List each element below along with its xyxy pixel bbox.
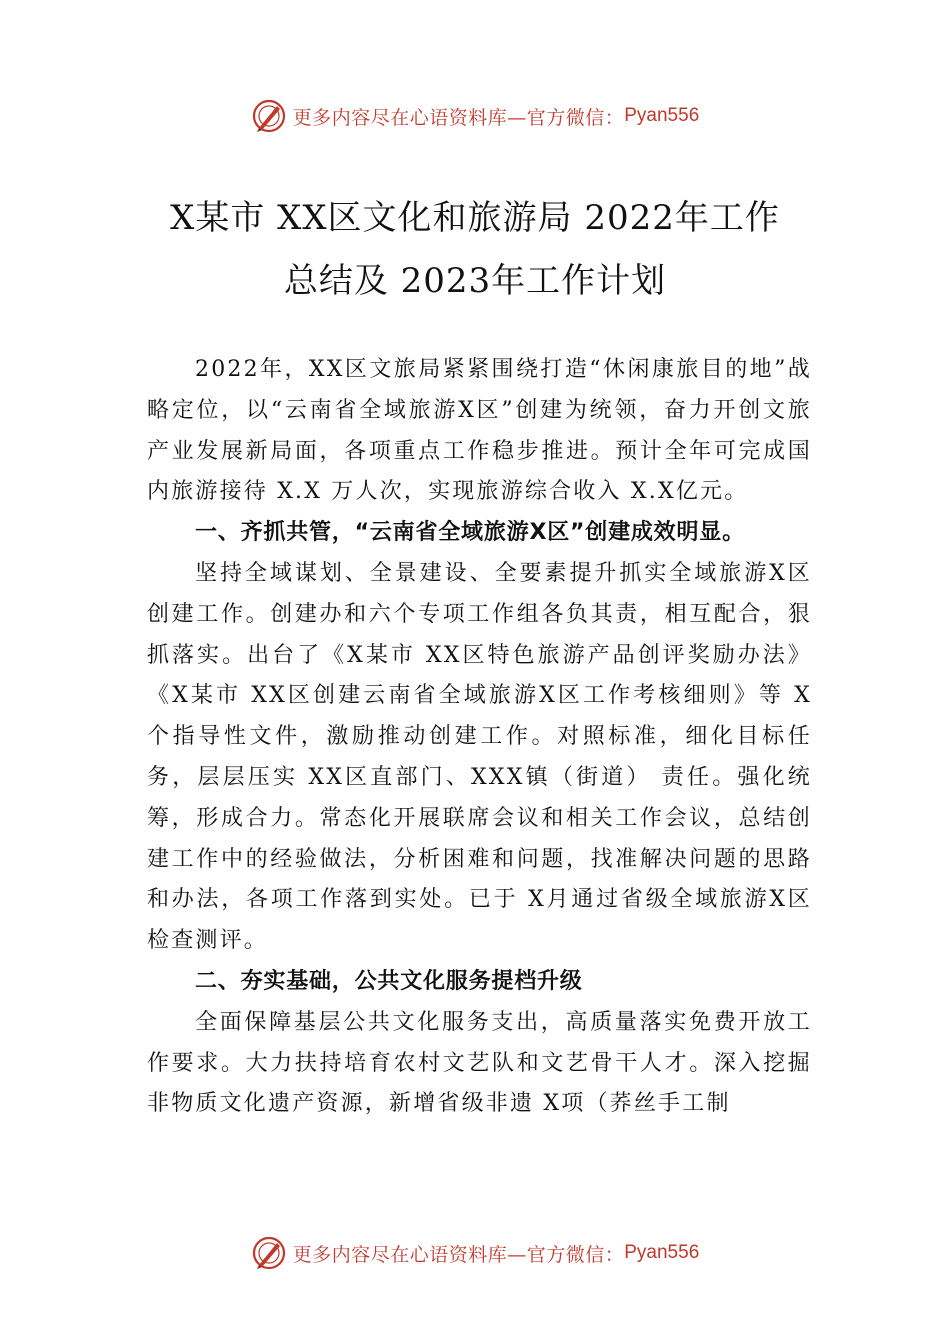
section-heading-1: 一、齐抓共管，“云南省全域旅游X区”创建成效明显。 — [195, 520, 745, 546]
paragraph-intro: 2022年，XX区文旅局紧紧围绕打造“休闲康旅目的地”战略定位，以“云南省全域旅游X区”创建为统领，奋力开创文旅产业发展新局面，各项重点工作稳步推进。预计全年可完成国内旅游接待 X.X 万人次，实现旅游综合收入 X.X亿元。 — [147, 357, 812, 505]
document-body — [147, 350, 812, 1125]
document-title-line1: X某市 XX区文化和旅游局 2022年工作 — [170, 198, 780, 238]
header-banner — [0, 96, 950, 136]
banner-wechat-id: Pyan556 — [624, 1242, 700, 1263]
pen-logo-icon — [251, 1235, 287, 1271]
document-title-line2: 总结及 2023年工作计划 — [283, 261, 667, 301]
section-heading-2: 二、夯实基础，公共文化服务提档升级 — [195, 968, 583, 994]
pen-logo-icon — [251, 98, 287, 134]
footer-banner — [0, 1233, 950, 1273]
banner-wechat-id: Pyan556 — [624, 105, 700, 126]
paragraph-section-1: 坚持全域谋划、全景建设、全要素提升抓实全域旅游X区创建工作。创建办和六个专项工作组各负其责，相互配合，狠抓落实。出台了《X某市 XX区特色旅游产品创评奖励办法》《X某市 XX区创建云南省全域旅游X区工作考核细则》等 X 个指导性文件，激励推动创建工作。对照标准，细化目标任务，层层压实 XX区直部门、XXX镇（街道） 责任。强化统筹，形成合力。常态化开展联席会议和相关工作会议，总结创建工作中的经验做法，分析困难和问题，找准解决问题的思路和办法，各项工作落到实处。已于 X月通过省级全域旅游X区检查测评。 — [147, 560, 812, 954]
banner-text: 更多内容尽在心语资料库—官方微信： — [292, 1243, 625, 1266]
paragraph-section-2: 全面保障基层公共文化服务支出，高质量落实免费开放工作要求。大力扶持培育农村文艺队和文艺骨干人才。深入挖掘非物质文化遗产资源，新增省级非遗 X项（荞丝手工制 — [147, 1009, 812, 1117]
banner-text: 更多内容尽在心语资料库—官方微信： — [292, 106, 625, 129]
